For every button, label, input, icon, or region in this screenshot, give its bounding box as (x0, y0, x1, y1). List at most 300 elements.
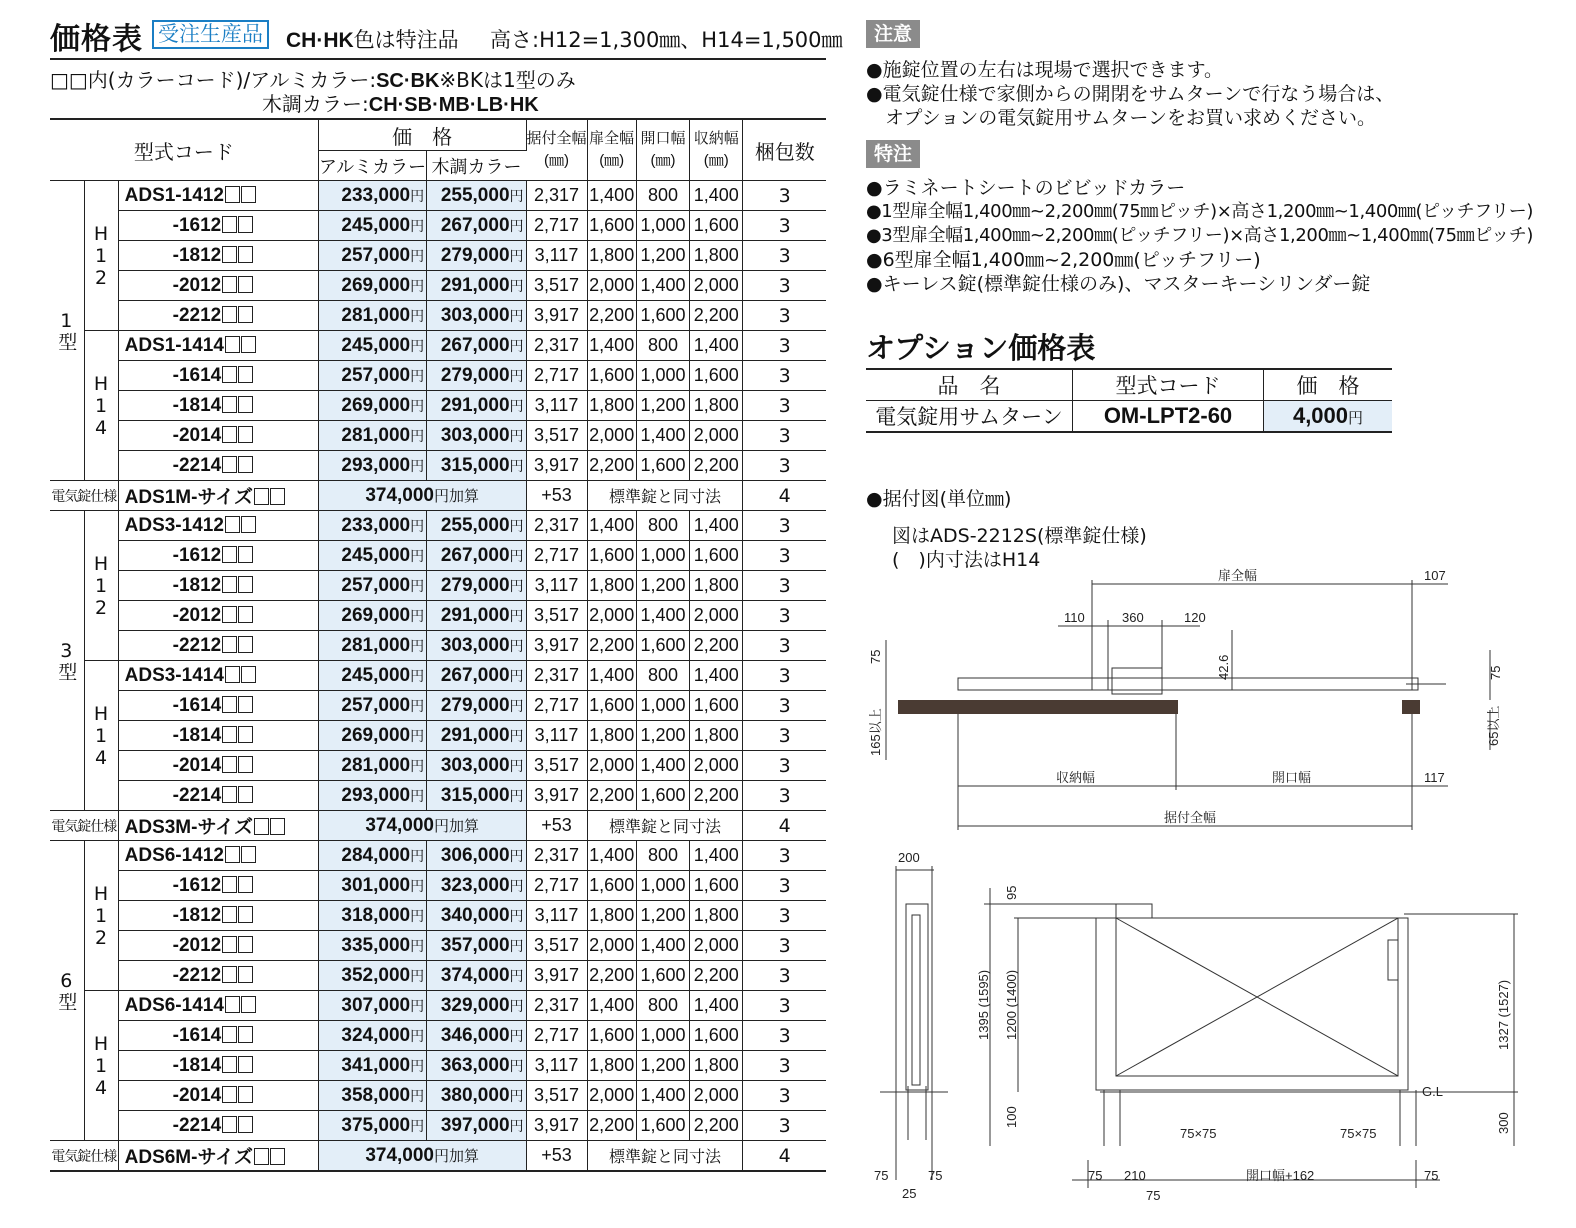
store-width: 1,600 (690, 541, 743, 571)
price-alu (318, 991, 426, 1021)
color-code-box (222, 696, 237, 713)
electric-model-code (118, 1141, 318, 1172)
front-open-plus: 開口幅+162 (1246, 1168, 1315, 1183)
color-code-box (222, 426, 237, 443)
install-width: 2,317 (526, 181, 587, 211)
price-wood-value: 255,000 (440, 184, 510, 206)
color-code-box (241, 186, 256, 203)
door-width: 1,600 (587, 871, 636, 901)
color-code-box (238, 306, 253, 323)
option-header-code: 型式コード (1073, 369, 1264, 401)
table-row (50, 931, 826, 961)
store-width: 2,000 (690, 601, 743, 631)
model-code-text: -2212 (172, 964, 222, 986)
model-code-text: -2014 (172, 1084, 222, 1106)
yen-unit: 円 (509, 547, 524, 564)
model-code-text: ADS6-1412 (124, 844, 224, 866)
door-width: 2,000 (587, 271, 636, 301)
color-code-box (222, 366, 237, 383)
package-count: 3 (743, 541, 826, 571)
open-width: 1,600 (636, 1111, 689, 1141)
door-width: 2,200 (587, 451, 636, 481)
price-wood-value: 303,000 (440, 634, 510, 656)
height-label: H12 (84, 511, 118, 661)
dim-110: 110 (1064, 610, 1085, 625)
price-alu-value: 375,000 (341, 1114, 411, 1136)
color-code-box (238, 756, 253, 773)
price-wood (427, 901, 526, 931)
table-row (50, 961, 826, 991)
dim-75-left: 75 (868, 649, 883, 664)
color-code-box (238, 1086, 253, 1103)
header-store-width: 収納幅 (㎜) (690, 119, 743, 181)
package-count: 3 (743, 1111, 826, 1141)
install-width: 2,317 (526, 841, 587, 871)
yen-unit: 円 (509, 247, 524, 264)
package-count: 3 (743, 391, 826, 421)
price-wood (427, 211, 526, 241)
table-row (50, 841, 826, 871)
package-count: 3 (743, 931, 826, 961)
model-code-text: -1612 (172, 214, 222, 236)
model-code (118, 601, 318, 631)
color-code-box (222, 396, 237, 413)
yen-unit: 円 (410, 697, 425, 714)
dim-200: 200 (898, 850, 920, 865)
color-code-box (238, 936, 253, 953)
yen-unit: 円 (509, 937, 524, 954)
price-wood (427, 181, 526, 211)
price-alu-value: 293,000 (341, 454, 411, 476)
install-width: 2,317 (526, 991, 587, 1021)
price-wood (427, 571, 526, 601)
color-code-line-2 (262, 88, 539, 117)
price-wood (427, 601, 526, 631)
color-code-box (238, 216, 253, 233)
electric-package-count: 4 (743, 1141, 826, 1172)
table-row (50, 1051, 826, 1081)
dim-42: 42.6 (1216, 654, 1231, 680)
price-alu-value: 245,000 (341, 544, 411, 566)
header-price: 価 格 (318, 119, 526, 151)
model-code (118, 841, 318, 871)
electric-model-text: ADS6M-サイズ (124, 1147, 253, 1168)
diagram-note-h14: ( )内寸法はH14 (892, 549, 1041, 571)
open-width: 1,000 (636, 691, 689, 721)
model-code (118, 271, 318, 301)
price-alu-value: 269,000 (341, 394, 411, 416)
door-width: 2,200 (587, 781, 636, 811)
price-wood-value: 397,000 (440, 1114, 510, 1136)
header-door-width: 扉全幅 (㎜) (587, 119, 636, 181)
open-width: 1,200 (636, 571, 689, 601)
price-alu-value: 307,000 (341, 994, 411, 1016)
open-width: 1,000 (636, 211, 689, 241)
table-row-electric (50, 1141, 826, 1172)
table-row (50, 451, 826, 481)
height-label: H14 (84, 331, 118, 481)
yen-unit: 円 (509, 967, 524, 984)
yen-unit: 円 (509, 307, 524, 324)
price-alu-value: 284,000 (341, 844, 411, 866)
model-code-text: -1614 (172, 694, 222, 716)
install-width: 3,917 (526, 301, 587, 331)
door-width: 1,400 (587, 991, 636, 1021)
height-label: H14 (84, 991, 118, 1141)
electric-price (318, 811, 526, 841)
table-row (50, 391, 826, 421)
color-code-box (222, 756, 237, 773)
package-count: 3 (743, 1081, 826, 1111)
price-wood-value: 267,000 (440, 214, 510, 236)
option-title: オプション価格表 (866, 331, 1096, 365)
color-code-box (222, 546, 237, 563)
color-code-box (238, 396, 253, 413)
dim-door-width: 扉全幅 (1218, 568, 1258, 583)
package-count: 3 (743, 451, 826, 481)
price-alu (318, 511, 426, 541)
model-code (118, 781, 318, 811)
model-code-text: -2212 (172, 304, 222, 326)
install-width: 3,117 (526, 571, 587, 601)
price-wood-value: 340,000 (440, 904, 510, 926)
color-code-box (222, 906, 237, 923)
color-code-box (238, 576, 253, 593)
open-width: 1,600 (636, 301, 689, 331)
color-code-box (225, 996, 240, 1013)
store-width: 1,400 (690, 511, 743, 541)
yen-unit: 円 (509, 607, 524, 624)
dim-120: 120 (1184, 610, 1206, 625)
yen-unit: 円 (410, 877, 425, 894)
color-code-box (222, 1116, 237, 1133)
price-alu (318, 571, 426, 601)
model-code (118, 241, 318, 271)
special-item: ●6型扉全幅1,400㎜~2,200㎜(ピッチフリー) (866, 249, 1261, 271)
store-width: 1,800 (690, 721, 743, 751)
model-code (118, 301, 318, 331)
door-width: 1,800 (587, 241, 636, 271)
model-code (118, 751, 318, 781)
price-alu (318, 301, 426, 331)
price-alu-value: 269,000 (341, 724, 411, 746)
electric-install-width: +53 (526, 1141, 587, 1172)
install-width: 3,517 (526, 271, 587, 301)
store-width: 2,200 (690, 961, 743, 991)
model-code-text: -1612 (172, 544, 222, 566)
color-code-box (241, 666, 256, 683)
yen-unit: 円 (509, 187, 524, 204)
price-wood (427, 961, 526, 991)
yen-unit: 円 (509, 1117, 524, 1134)
model-code-text: -2012 (172, 604, 222, 626)
table-row (50, 541, 826, 571)
header-install-width: 据付全幅 (㎜) (526, 119, 587, 181)
price-alu (318, 1021, 426, 1051)
open-width: 1,000 (636, 871, 689, 901)
install-width: 3,517 (526, 931, 587, 961)
yen-unit: 円 (509, 1057, 524, 1074)
color-code-box (222, 576, 237, 593)
table-row-electric (50, 811, 826, 841)
yen-unit: 円 (410, 637, 425, 654)
option-header-price: 価 格 (1264, 369, 1393, 401)
open-width: 800 (636, 661, 689, 691)
open-width: 1,400 (636, 1081, 689, 1111)
model-code (118, 991, 318, 1021)
store-width: 1,600 (690, 871, 743, 901)
electric-price-suffix: 円加算 (434, 1147, 480, 1165)
post-size-a: 75×75 (1180, 1126, 1217, 1141)
color-code-box (225, 846, 240, 863)
color-code-box (238, 246, 253, 263)
yen-unit: 円 (410, 547, 425, 564)
special-item: ●1型扉全幅1,400㎜~2,200㎜(75㎜ピッチ)×高さ1,200㎜~1,400㎜(ピッチフリー) (866, 201, 1533, 222)
color-code-box (222, 636, 237, 653)
color-code-box (225, 666, 240, 683)
price-wood-value: 315,000 (440, 454, 510, 476)
model-code (118, 331, 318, 361)
price-alu (318, 361, 426, 391)
price-wood (427, 781, 526, 811)
install-width: 3,117 (526, 1051, 587, 1081)
color-code-box (222, 306, 237, 323)
electric-price (318, 481, 526, 511)
yen-unit: 円 (509, 907, 524, 924)
install-width: 3,917 (526, 961, 587, 991)
package-count: 3 (743, 331, 826, 361)
price-alu-value: 293,000 (341, 784, 411, 806)
made-to-order-badge: 受注生産品 (152, 20, 269, 49)
yen-unit: 円 (509, 217, 524, 234)
price-wood-value: 291,000 (440, 724, 510, 746)
door-width: 1,800 (587, 721, 636, 751)
electric-price (318, 1141, 526, 1172)
price-wood (427, 451, 526, 481)
price-wood-value: 291,000 (440, 274, 510, 296)
install-width: 3,117 (526, 241, 587, 271)
price-alu (318, 391, 426, 421)
store-width: 1,800 (690, 901, 743, 931)
table-row-electric (50, 481, 826, 511)
yen-unit: 円 (410, 1117, 425, 1134)
price-wood (427, 751, 526, 781)
color-code-pre: □□内(カラーコード)/アルミカラー: (50, 68, 377, 92)
color-code-box (238, 456, 253, 473)
door-width: 2,000 (587, 751, 636, 781)
color-code-box (238, 546, 253, 563)
store-width: 2,000 (690, 271, 743, 301)
table-row (50, 721, 826, 751)
price-wood (427, 1021, 526, 1051)
door-width: 1,600 (587, 691, 636, 721)
yen-unit: 円 (509, 337, 524, 354)
ground-level: G.L (1422, 1084, 1443, 1099)
store-width: 2,000 (690, 1081, 743, 1111)
price-alu (318, 211, 426, 241)
yen-unit: 円 (410, 457, 425, 474)
color-code-box (238, 366, 253, 383)
table-row (50, 181, 826, 211)
price-wood (427, 991, 526, 1021)
price-wood (427, 331, 526, 361)
install-width: 3,117 (526, 721, 587, 751)
table-row (50, 601, 826, 631)
price-wood-value: 267,000 (440, 334, 510, 356)
table-row (50, 331, 826, 361)
price-alu-value: 257,000 (341, 694, 411, 716)
door-width: 1,400 (587, 181, 636, 211)
yen-unit: 円 (410, 907, 425, 924)
package-count: 3 (743, 181, 826, 211)
table-row (50, 211, 826, 241)
yen-unit: 円 (410, 217, 425, 234)
door-width: 1,400 (587, 331, 636, 361)
front-75-right: 75 (1424, 1168, 1439, 1183)
price-alu-value: 257,000 (341, 574, 411, 596)
open-width: 800 (636, 991, 689, 1021)
side-75-left: 75 (874, 1168, 889, 1183)
type-label: 1型 (50, 181, 84, 481)
package-count: 3 (743, 841, 826, 871)
yen-unit: 円 (410, 187, 425, 204)
price-alu (318, 331, 426, 361)
installation-diagram (860, 560, 1560, 1210)
price-alu (318, 631, 426, 661)
model-code (118, 661, 318, 691)
open-width: 800 (636, 181, 689, 211)
yen-unit: 円 (509, 997, 524, 1014)
dim-100: 100 (1004, 1106, 1019, 1128)
yen-unit: 円 (410, 757, 425, 774)
yen-unit: 円 (509, 727, 524, 744)
model-code (118, 181, 318, 211)
special-item: ●ラミネートシートのビビッドカラー (866, 177, 1186, 199)
color-code-box (225, 186, 240, 203)
store-width: 2,200 (690, 631, 743, 661)
price-wood (427, 271, 526, 301)
model-code-text: -1812 (172, 904, 222, 926)
yen-unit: 円 (410, 937, 425, 954)
price-alu (318, 961, 426, 991)
store-width: 1,800 (690, 391, 743, 421)
open-width: 800 (636, 331, 689, 361)
color-code-box (238, 1026, 253, 1043)
price-wood-value: 323,000 (440, 874, 510, 896)
yen-unit: 円 (410, 367, 425, 384)
header-alu: アルミカラー (318, 151, 426, 181)
yen-unit: 円 (410, 997, 425, 1014)
package-count: 3 (743, 421, 826, 451)
electric-same-dims: 標準錠と同寸法 (587, 811, 743, 841)
yen-unit: 円 (410, 247, 425, 264)
header-wood: 木調カラー (427, 151, 526, 181)
page-title: 価格表 (50, 22, 143, 57)
price-alu-value: 257,000 (341, 364, 411, 386)
install-width: 2,317 (526, 331, 587, 361)
post-size-b: 75×75 (1340, 1126, 1377, 1141)
door-width: 1,400 (587, 511, 636, 541)
table-row (50, 271, 826, 301)
door-width: 2,000 (587, 1081, 636, 1111)
open-width: 1,200 (636, 1051, 689, 1081)
model-code (118, 901, 318, 931)
model-code-text: ADS3-1412 (124, 514, 224, 536)
price-wood (427, 871, 526, 901)
door-width: 2,000 (587, 421, 636, 451)
package-count: 3 (743, 781, 826, 811)
color-code-box (241, 516, 256, 533)
table-row (50, 421, 826, 451)
door-width: 1,800 (587, 571, 636, 601)
electric-same-dims: 標準錠と同寸法 (587, 1141, 743, 1172)
price-wood (427, 301, 526, 331)
price-alu-value: 324,000 (341, 1024, 411, 1046)
model-code-text: -1812 (172, 244, 222, 266)
table-row (50, 631, 826, 661)
price-wood (427, 1111, 526, 1141)
price-alu-value: 318,000 (341, 904, 411, 926)
store-width: 1,800 (690, 1051, 743, 1081)
type-label: 3型 (50, 511, 84, 811)
electric-model-code (118, 811, 318, 841)
color-code-box (225, 516, 240, 533)
height-label: H14 (84, 661, 118, 811)
wood-colors: CH·SB·MB·LB·HK (368, 94, 539, 116)
open-width: 800 (636, 841, 689, 871)
dim-65-min: 65以上 (1486, 705, 1501, 746)
header-divider (50, 58, 826, 60)
price-wood (427, 541, 526, 571)
install-width: 2,317 (526, 661, 587, 691)
price-wood (427, 361, 526, 391)
table-row (50, 361, 826, 391)
price-wood-value: 306,000 (440, 844, 510, 866)
door-width: 2,000 (587, 931, 636, 961)
price-alu-value: 301,000 (341, 874, 411, 896)
option-table (866, 368, 1392, 433)
price-wood-value: 303,000 (440, 304, 510, 326)
yen-unit: 円 (410, 577, 425, 594)
package-count: 3 (743, 871, 826, 901)
door-width: 1,600 (587, 361, 636, 391)
price-alu (318, 1081, 426, 1111)
diagram-title: ●据付図(単位㎜) (866, 488, 1012, 510)
model-code-text: ADS1-1412 (124, 184, 224, 206)
electric-same-dims: 標準錠と同寸法 (587, 481, 743, 511)
model-code-text: -1812 (172, 574, 222, 596)
price-wood (427, 421, 526, 451)
color-code-box (254, 818, 269, 835)
install-width: 2,717 (526, 361, 587, 391)
package-count: 3 (743, 1051, 826, 1081)
price-wood (427, 721, 526, 751)
yen-unit: 円 (509, 877, 524, 894)
store-width: 1,400 (690, 991, 743, 1021)
price-wood-value: 291,000 (440, 604, 510, 626)
price-alu (318, 601, 426, 631)
yen-unit: 円 (410, 607, 425, 624)
door-width: 2,200 (587, 1111, 636, 1141)
yen-unit: 円 (509, 427, 524, 444)
color-code-box (238, 1056, 253, 1073)
open-width: 1,600 (636, 961, 689, 991)
install-width: 3,917 (526, 1111, 587, 1141)
electric-package-count: 4 (743, 811, 826, 841)
yen-unit: 円 (410, 727, 425, 744)
electric-model-text: ADS1M-サイズ (124, 487, 253, 508)
price-wood-value: 346,000 (440, 1024, 510, 1046)
